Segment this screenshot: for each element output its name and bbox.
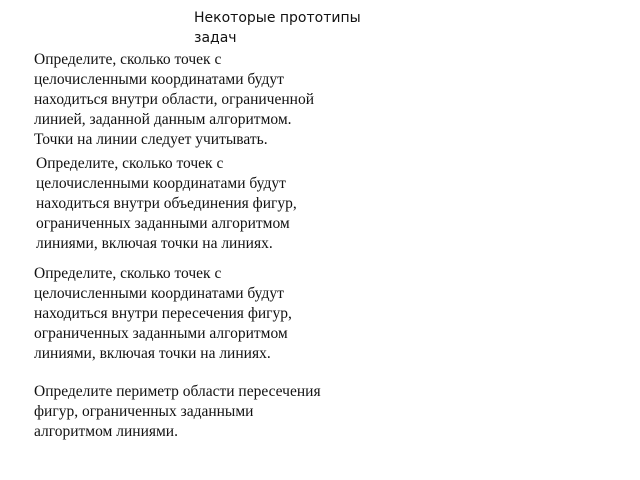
text-line: находиться внутри области, ограниченной — [34, 91, 314, 108]
task-intersection-figures — [34, 264, 292, 364]
page-title — [194, 8, 361, 48]
text-line: ограниченных заданными алгоритмом — [36, 215, 290, 232]
text-line: линиями, включая точки на линиях. — [36, 235, 273, 252]
task-union-figures — [36, 154, 297, 254]
title-line: задач — [194, 30, 237, 46]
text-line: Определите, сколько точек с — [36, 155, 224, 172]
text-line: Определите, сколько точек с — [34, 51, 222, 68]
title-line: Некоторые прототипы — [194, 10, 361, 26]
text-line: Точки на линии следует учитывать. — [34, 131, 268, 148]
text-line: Определите периметр области пересечения — [34, 383, 321, 400]
task-perimeter — [34, 382, 321, 442]
text-line: фигур, ограниченных заданными — [34, 403, 254, 420]
text-line: целочисленными координатами будут — [34, 285, 284, 302]
text-line: целочисленными координатами будут — [36, 175, 286, 192]
text-line: целочисленными координатами будут — [34, 71, 284, 88]
text-line: линией, заданной данным алгоритмом. — [34, 111, 292, 128]
text-line: Определите, сколько точек с — [34, 265, 222, 282]
text-line: находиться внутри пересечения фигур, — [34, 305, 292, 322]
task-union-area-line — [34, 50, 314, 150]
text-line: алгоритмом линиями. — [34, 423, 178, 440]
text-line: ограниченных заданными алгоритмом — [34, 325, 288, 342]
text-line: находиться внутри объединения фигур, — [36, 195, 297, 212]
text-line: линиями, включая точки на линиях. — [34, 345, 271, 362]
